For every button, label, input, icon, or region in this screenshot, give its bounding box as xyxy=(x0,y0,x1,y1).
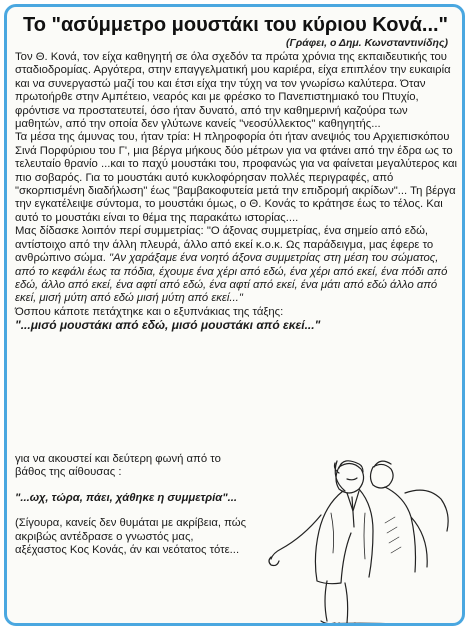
paragraph-1: Τον Θ. Κονά, τον είχα καθηγητή σε όλα σχεδόν τα πρώτα χρόνια της εκπαιδευτικής του σταδιοδρομίας. Αργότερα, στην επαγγελματική μου καριέρα, είχα επιπλέον την ευκαιρία και να συνεργαστώ μαζί του και έτσι είχα την τύχη να τον γνωρίσω καλύτερα. Όταν πρωτοήρθε στην Αμπέτειο, νεαρός και με φρέσκο το Πανεπιστημιακό του Πτυχίο, φρόντισε να προστατευτεί, όσο ήταν δυνατό, από την καθημερινή καζούρα των μαθητών, από την οποία δεν γλύτωνε κανείς "νεοσύλλεκτος" καθηγητής... xyxy=(15,51,451,131)
coat-folds xyxy=(331,513,365,559)
article-title: Το "ασύμμετρο μουστάκι του κύριου Κονά..." xyxy=(23,14,449,36)
ground-line xyxy=(295,623,435,625)
teacher-mustache xyxy=(347,478,357,480)
lower-paragraph-3: (Σίγουρα, κανείς δεν θυμάται με ακρίβεια, πώς ακριβώς αντέδρασε ο γνωστός μας, αξέχαστος Κος Κονάς, άν και νεότατος τότε... xyxy=(15,517,247,557)
student-arm xyxy=(405,490,448,531)
teacher-hair xyxy=(339,461,363,472)
after-quote-text: Όσπου κάποτε πετάχτηκε και ο εξυπνάκιας της τάξης: xyxy=(15,305,284,318)
teacher-head xyxy=(336,463,364,493)
teacher-coat xyxy=(315,491,351,584)
mustache-quote: "...μισό μουστάκι από εδώ, μισό μουστάκι από εκεί..." xyxy=(15,318,321,333)
teacher-legs xyxy=(325,581,348,623)
teacher-tie xyxy=(352,497,354,527)
article-byline: (Γράφει, ο Δημ. Κωνσταντινίδης) xyxy=(286,37,448,49)
teacher-hand xyxy=(269,557,279,566)
lower-paragraph-1: για να ακουστεί και δεύτερη φωνή από το βάθος της αίθουσας : xyxy=(15,453,221,479)
paragraph-2: Τα μέσα της άμυνας του, ήταν τρία: Η πληροφορία ότι ήταν ανεψιός του Αρχιεπισκόπου Σινά Πορφύριου του Γ', μια βέργα μήκους δύο μέτρων για να φτάνει από την έδρα ως το τελευταίο θρανίο ...και το παχύ μουστάκι του, προφανώς για να φαίνεται μεγαλύτερος και πιο σοβαρός. Για το μουστάκι αυτό κυκλοφόρησαν πολλές περιγραφές, από "σκορπισμένη διαδήλωση" έως "βαμβακοφυτεία μετά την επιδρομή ακρίδων"... Τη βέργα την εγκατέλειψε σύντομα, το μουστάκι όμως, ο Θ. Κονάς το κράτησε έως το τέλος. Και αυτό το μουστάκι είναι το θέμα της παρακάτω ιστορίας.... xyxy=(15,131,458,224)
article-body xyxy=(15,51,457,333)
lower-quote: "...ωχ, τώρα, πάει, χάθηκε η συμμετρία"... xyxy=(15,491,238,504)
teacher-shoes xyxy=(321,621,355,625)
lower-column xyxy=(15,453,247,569)
hatching xyxy=(385,517,401,553)
paragraph-3-text: Μας δίδασκε λοιπόν περί συμμετρίας: "Ο άξονας συμμετρίας, ένα σημείο από εδώ, αντίστοιχο από την άλλη πλευρά, άλλο από εκεί κ.ο.κ. Ως παράδειγμα, μας έφερε το ανθρώπινο σώμα. xyxy=(15,225,434,265)
article-frame xyxy=(4,4,465,626)
paragraph-3 xyxy=(15,225,457,305)
student-head xyxy=(371,464,394,488)
teacher-coat-right xyxy=(359,489,373,577)
teacher-left-arm xyxy=(271,515,321,559)
symmetry-quote: "Αν χαράξαμε ένα νοητό άξονα συμμετρίας στη μέση του σώματος, από το κεφάλι έως τα πόδια, έχουμε ένα χέρι από εδώ, ένα χέρι από εκεί, ένα πόδι από εδώ, άλλο από εκεί, ένα αφτί από εδώ, ένα αφτί από εκεί, ένα μάτι από εδώ άλλο από εκεί, μισή μύτη από εδώ μισή μύτη από εκεί..." xyxy=(15,252,448,305)
teacher-sketch-illustration xyxy=(235,453,465,626)
student-body xyxy=(385,487,427,572)
